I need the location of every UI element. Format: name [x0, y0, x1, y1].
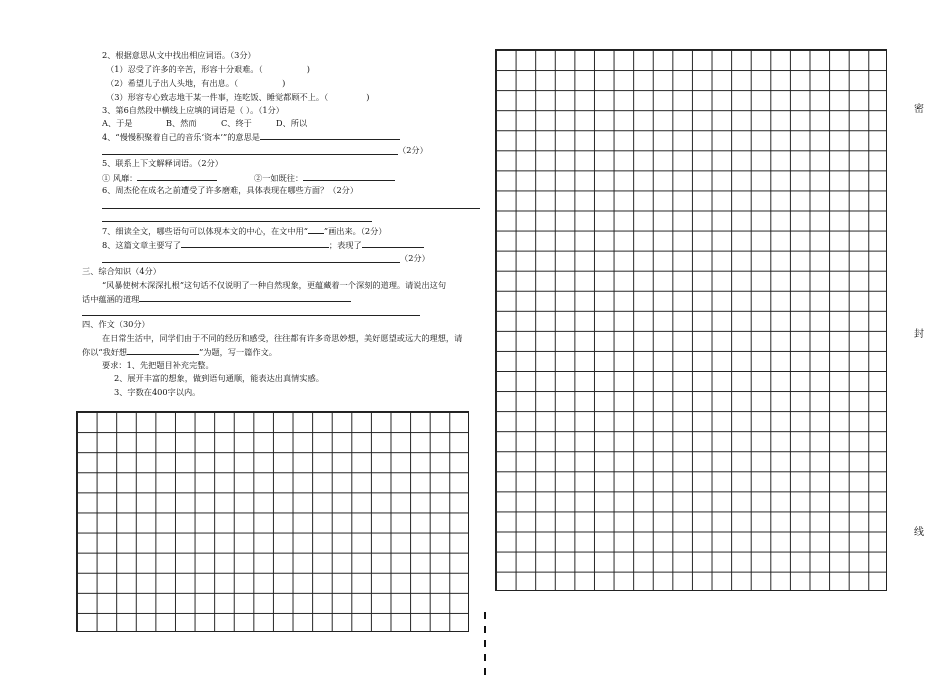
section-4-line-2: 你以“我好想 ”为题，写一篇作文。 — [82, 347, 277, 357]
q4-score: （2分） — [398, 145, 428, 155]
requirement-1: 要求：1、先把题目补充完整。 — [102, 360, 214, 370]
section-3-answer-line[interactable] — [82, 315, 420, 316]
section-4-line-1: 在日常生活中，同学们由于不同的经历和感受，往往都有许多奇思妙想，美好愿望或远大的理想，请 — [102, 333, 463, 343]
q3-option-a: A、于是 — [102, 118, 133, 128]
fold-dash — [484, 654, 486, 661]
q8-score: （2分） — [400, 253, 430, 263]
q2-item-2: （2）希望儿子出人头地，有出息。（ ) — [106, 78, 286, 88]
q5-a-blank[interactable] — [137, 172, 217, 181]
q3-option-b: B、然而 — [166, 118, 197, 128]
section-4-title: 四、作文（30分） — [82, 319, 150, 329]
seal-mark-xian: 线 — [914, 527, 924, 538]
fold-dash — [484, 640, 486, 647]
q8-answer-line[interactable] — [102, 262, 400, 263]
section-3-line-1: “风暴使树木深深扎根”这句话不仅说明了一种自然现象，更蕴藏着一个深刻的道理。请说出这句 — [102, 280, 447, 290]
writing-grid-left[interactable] — [76, 411, 469, 632]
q8-blank-2[interactable] — [362, 239, 424, 248]
q2-stem: 2、根据意思从文中找出相应词语。（3分） — [102, 50, 256, 60]
q5-stem: 5、联系上下文解释词语。（2分） — [102, 158, 223, 168]
q5-b-blank[interactable] — [303, 172, 395, 181]
q4-answer-blank[interactable] — [260, 131, 400, 140]
q3-option-d: D、所以 — [276, 118, 308, 128]
fold-dash — [484, 668, 486, 675]
q6-answer-line-2[interactable] — [102, 221, 372, 222]
q5-b: ②一如既往： — [254, 172, 395, 184]
requirement-2: 2、展开丰富的想象，做到语句通顺，能表达出真情实感。 — [114, 373, 324, 383]
q6-answer-line-1[interactable] — [102, 208, 480, 209]
q3-option-c: C、终于 — [221, 118, 252, 128]
q7-stem: 7、细读全文，哪些语句可以体现本文的中心，在文中用“ ”画出来。（2分） — [102, 226, 387, 236]
q8-blank-1[interactable] — [181, 239, 329, 248]
section-3-title: 三、综合知识（4分） — [82, 266, 161, 276]
fold-dash — [484, 612, 486, 619]
title-blank[interactable] — [127, 346, 199, 355]
q3-stem: 3、第6自然段中横线上应填的词语是（ ）。（1分） — [102, 105, 284, 115]
q2-item-3: （3）形容专心致志地干某一件事，连吃饭、睡觉都顾不上。（ ) — [106, 92, 370, 102]
fold-dash — [484, 626, 486, 633]
section-3-blank[interactable] — [139, 293, 351, 302]
seal-mark-mi: 密 — [914, 104, 924, 115]
q2-item-1: （1）忍受了许多的辛苦，形容十分艰难。（ ) — [106, 64, 310, 74]
section-3-line-2: 话中蕴涵的道理 — [82, 293, 351, 305]
writing-grid-right[interactable] — [495, 49, 887, 591]
q8-stem: 8、这篇文章主要写了 ；表现了 — [102, 239, 424, 251]
q4-answer-line[interactable] — [102, 154, 398, 155]
q6-stem: 6、周杰伦在成名之前遭受了许多磨难，具体表现在哪些方面？（2分） — [102, 185, 359, 195]
q4-stem: 4、“慢慢积聚着自己的音乐‘资本’”的意思是 — [102, 131, 400, 143]
requirement-3: 3、字数在400字以内。 — [114, 387, 201, 397]
seal-mark-feng: 封 — [914, 329, 924, 340]
q5-a: ① 风靡： — [102, 172, 217, 184]
